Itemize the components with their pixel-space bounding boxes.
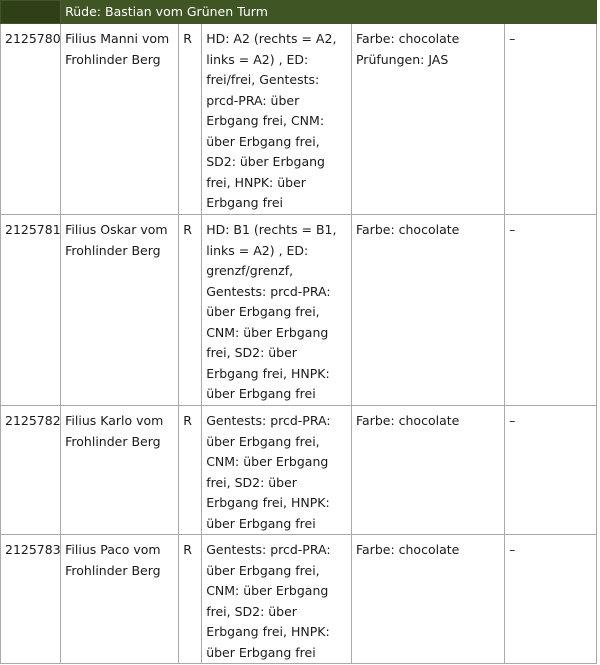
dog-info bbox=[351, 406, 504, 535]
health-results: Gentests: prcd-PRA: über Erbgang frei, CNM: über Erbgang frei, SD2: über Erbgang frei, HNPK: über Erbgang frei bbox=[202, 406, 352, 535]
table-row bbox=[1, 24, 597, 215]
dog-exams: Prüfungen: JAS bbox=[355, 51, 449, 67]
dog-color: Farbe: chocolate bbox=[355, 222, 460, 237]
dog-color: Farbe: chocolate bbox=[355, 31, 460, 46]
section-header-row bbox=[1, 1, 597, 24]
dog-info bbox=[351, 535, 504, 664]
dog-name: Filius Karlo vom Frohlinder Berg bbox=[61, 406, 179, 535]
extra-info: – bbox=[505, 24, 597, 215]
extra-info: – bbox=[505, 406, 597, 535]
table-row bbox=[1, 535, 597, 664]
dog-sex: R bbox=[179, 215, 202, 406]
table-row bbox=[1, 215, 597, 406]
extra-info: – bbox=[505, 535, 597, 664]
dog-name: Filius Oskar vom Frohlinder Berg bbox=[61, 215, 179, 406]
health-results: Gentests: prcd-PRA: über Erbgang frei, CNM: über Erbgang frei, SD2: über Erbgang frei, HNPK: über Erbgang frei bbox=[202, 535, 352, 664]
registration-number: 2125780 bbox=[1, 24, 61, 215]
sire-heading: Rüde: Bastian vom Grünen Turm bbox=[61, 1, 597, 24]
dog-sex: R bbox=[179, 406, 202, 535]
dog-sex: R bbox=[179, 535, 202, 664]
dog-info bbox=[351, 215, 504, 406]
dog-sex: R bbox=[179, 24, 202, 215]
registration-number: 2125783 bbox=[1, 535, 61, 664]
dog-color: Farbe: chocolate bbox=[355, 542, 460, 557]
health-results: HD: A2 (rechts = A2, links = A2) , ED: frei/frei, Gentests: prcd-PRA: über Erbgang frei, CNM: über Erbgang frei, SD2: über Erbgang frei, HNPK: über Erbgang frei bbox=[202, 24, 352, 215]
dog-name: Filius Manni vom Frohlinder Berg bbox=[61, 24, 179, 215]
registration-number: 2125782 bbox=[1, 406, 61, 535]
registration-number: 2125781 bbox=[1, 215, 61, 406]
health-results: HD: B1 (rechts = B1, links = A2) , ED: grenzf/grenzf, Gentests: prcd-PRA: über Erbgang frei, CNM: über Erbgang frei, SD2: über Erbgang frei, HNPK: über Erbgang frei bbox=[202, 215, 352, 406]
dog-name: Filius Paco vom Frohlinder Berg bbox=[61, 535, 179, 664]
extra-info: – bbox=[505, 215, 597, 406]
dog-color: Farbe: chocolate bbox=[355, 413, 460, 428]
dog-info bbox=[351, 24, 504, 215]
table-row bbox=[1, 406, 597, 535]
header-spacer bbox=[1, 1, 61, 24]
